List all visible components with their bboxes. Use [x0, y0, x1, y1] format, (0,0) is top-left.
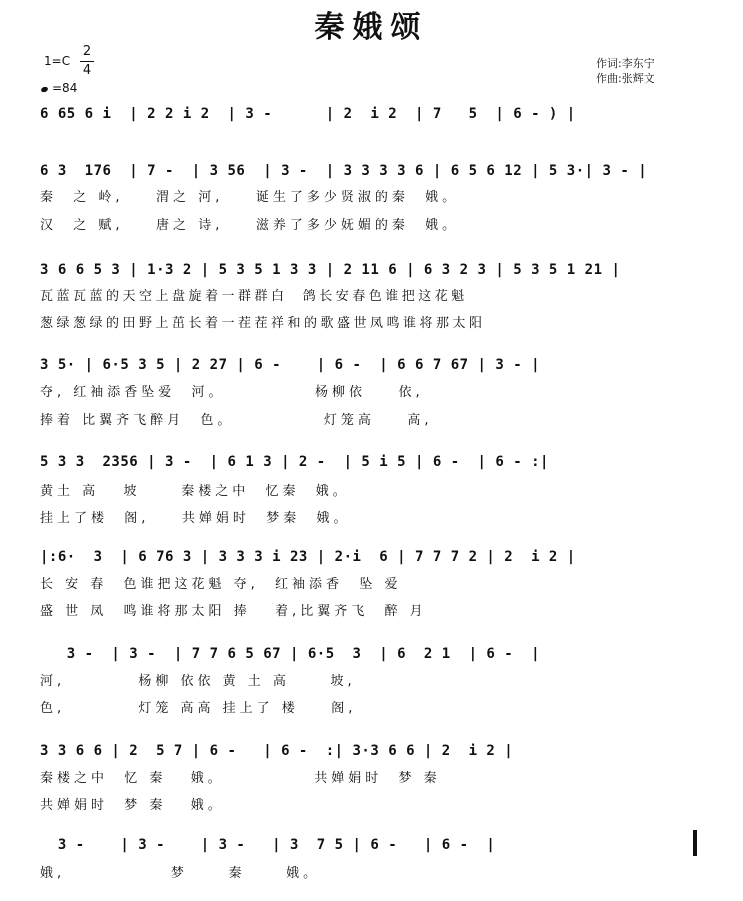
notation-line-5: 5 3 3 2356 | 3 - | 6 1 3 | 2 - | 5 i 5 | 6 - | 6 - :| — [40, 454, 549, 470]
key-signature: 1=C — [44, 54, 71, 68]
time-signature-bottom: 4 — [82, 63, 92, 78]
tempo-marking: =84 — [52, 81, 78, 95]
notation-line-7: 3 - | 3 - | 7 7 6 5 67 | 6·5 3 | 6 2 1 | 6 - | — [40, 646, 541, 662]
notation-line-4: 3 5· | 6·5 3 5 | 2 27 | 6 - | 6 - | 6 6 7 67 | 3 - | — [40, 357, 541, 373]
lyric-line-8-verse-1: 秦楼之中 忆 秦 娥。 共婵娟时 梦 秦 — [40, 771, 441, 786]
notation-line-9: 3 - | 3 - | 3 - | 3 7 5 | 6 - | 6 - | — [40, 837, 496, 853]
lyric-line-3-verse-2: 葱绿葱绿的田野上茁长着一茬茬祥和的歌盛世凤鸣谁将那太阳 — [40, 316, 486, 331]
song-title: 秦娥颂 — [314, 10, 429, 45]
lyric-line-4-verse-2: 捧着 比翼齐飞醉月 色。 灯笼高 高, — [40, 413, 433, 428]
composer-credit: 作曲:张辉文 — [596, 72, 655, 85]
lyricist-credit: 作词:李东宁 — [596, 57, 655, 70]
lyric-line-5-verse-1: 黄土 高 坡 秦楼之中 忆秦 娥。 — [40, 484, 350, 499]
notation-line-2: 6 3 176 | 7 - | 3 56 | 3 - | 3 3 3 3 6 | 6 5 6 12 | 5 3·| 3 - | — [40, 163, 648, 179]
final-barline — [693, 830, 697, 856]
time-signature-line — [80, 61, 94, 62]
lyric-line-6-verse-1: 长 安 春 色谁把这花魁 夺, 红袖添香 坠 爱 — [40, 577, 402, 592]
time-signature-top: 2 — [82, 44, 92, 59]
lyric-line-2-verse-2: 汉 之 赋, 唐之 诗, 滋养了多少妩媚的秦 娥。 — [40, 218, 460, 233]
lyric-line-7-verse-1: 河, 杨柳 依依 黄 土 高 坡, — [40, 674, 356, 689]
lyric-line-2-verse-1: 秦 之 岭, 渭之 河, 诞生了多少贤淑的秦 娥。 — [40, 190, 460, 205]
lyric-line-8-verse-2: 共婵娟时 梦 秦 娥。 — [40, 798, 225, 813]
notation-line-8: 3 3 6 6 | 2 5 7 | 6 - | 6 - :| 3·3 6 6 | 2 i 2 | — [40, 743, 514, 759]
notation-line-6: |:6· 3 | 6 76 3 | 3 3 3 i 23 | 2·i 6 | 7 7 7 2 | 2 i 2 | — [40, 549, 576, 565]
lyric-line-7-verse-2: 色, 灯笼 高高 挂上了 楼 阁, — [40, 701, 357, 716]
lyric-line-3-verse-1: 瓦蓝瓦蓝的天空上盘旋着一群群白 鸽长安春色谁把这花魁 — [40, 289, 468, 304]
quarter-note-icon — [40, 86, 48, 93]
notation-line-3: 3 6 6 5 3 | 1·3 2 | 5 3 5 1 3 3 | 2 11 6 | 6 3 2 3 | 5 3 5 1 21 | — [40, 262, 621, 278]
lyric-line-5-verse-2: 挂上了楼 阁, 共婵娟时 梦秦 娥。 — [40, 511, 351, 526]
lyric-line-4-verse-1: 夺, 红袖添香坠爱 河。 杨柳依 依, — [40, 385, 424, 400]
notation-line-1: 6 65 6 i | 2 2 i 2 | 3 - | 2 i 2 | 7 5 | 6 - ) | — [40, 106, 576, 122]
lyric-line-9-verse-1: 娥, 梦 秦 娥。 — [40, 866, 321, 881]
lyric-line-6-verse-2: 盛 世 凤 鸣谁将那太阳 捧 着,比翼齐飞 醉 月 — [40, 604, 427, 619]
